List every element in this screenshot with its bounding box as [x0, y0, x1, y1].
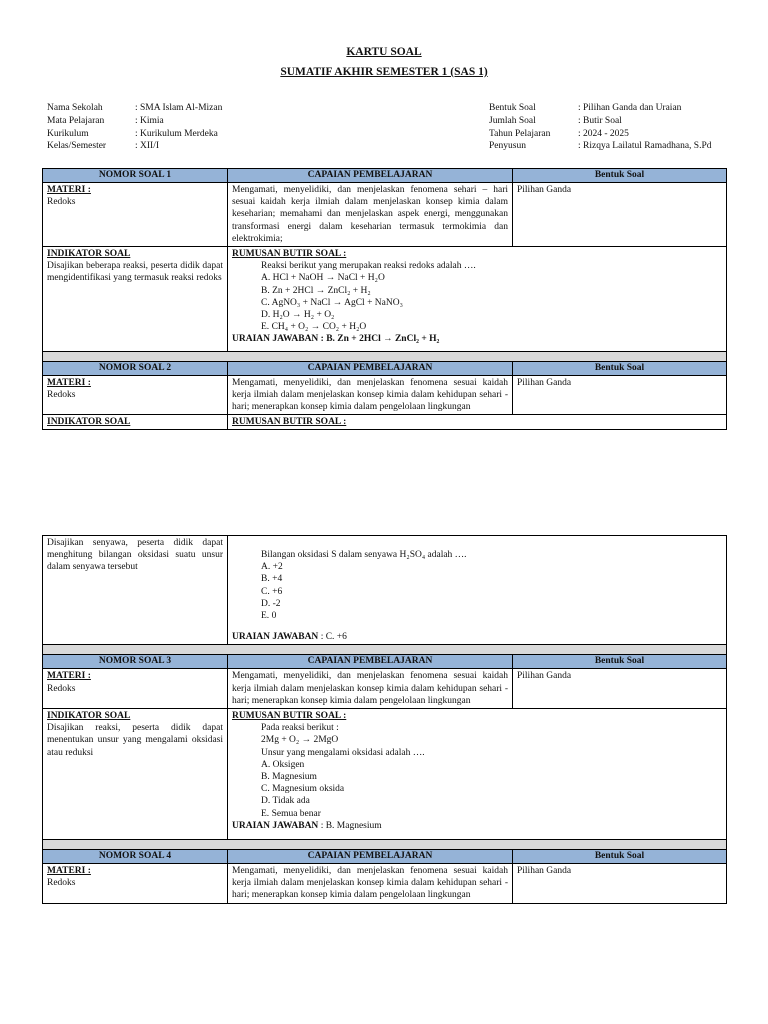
- soal1-materi: Redoks: [47, 197, 76, 208]
- soal1-number: NOMOR SOAL 1: [43, 169, 228, 183]
- option-b: B. Zn + 2HCl → ZnCl₂ + H₂: [261, 285, 371, 296]
- question-table-page1: [42, 168, 727, 430]
- option-c: C. +6: [261, 586, 283, 597]
- soal2-capaian-header: CAPAIAN PEMBELAJARAN: [228, 361, 513, 375]
- meta-right: [489, 102, 712, 153]
- meta-row-form: Bentuk Soal : Pilihan Ganda dan Uraian: [489, 103, 682, 113]
- soal2-indikator: Disajikan senyawa, peserta didik dapat menghitung bilangan oksidasi suatu unsur dalam senyawa tersebut: [43, 536, 228, 645]
- soal1-rumusan-cell: [228, 247, 727, 352]
- soal3-capaian: Mengamati, menyelidiki, dan menjelaskan fenomena sesuai kaidah kerja ilmiah dalam menjelaskan konsep kimia dalam kehidupan sehari - hari; menerapkan konsep kimia dalam pengelolaan lingkungan: [228, 669, 513, 709]
- soal2-materi: Redoks: [47, 389, 76, 400]
- materi-label: MATERI :: [47, 671, 91, 682]
- soal3-jawaban: URAIAN JAWABAN : B. Magnesium: [232, 820, 382, 831]
- soal3-rumusan-cell: [228, 709, 727, 840]
- document-subtitle: SUMATIF AKHIR SEMESTER 1 (SAS 1): [280, 66, 488, 78]
- document-title: KARTU SOAL: [346, 46, 422, 58]
- soal3-content-row: [43, 709, 727, 840]
- option-e: E. 0: [261, 611, 277, 622]
- soal2-rumusan-cell: [228, 536, 727, 645]
- soal3-options: [232, 759, 722, 820]
- soal2-materi-cell: [43, 375, 228, 415]
- soal3-indikator: Disajikan reaksi, peserta didik dapat menentukan unsur yang mengalami oksidasi atau reduksi: [47, 723, 223, 758]
- meta-row-school: Nama Sekolah : SMA Islam Al-Mizan: [47, 103, 223, 113]
- soal1-bentuk: Pilihan Ganda: [513, 183, 727, 247]
- spacer-row: [43, 645, 727, 655]
- option-a: A. Oksigen: [261, 759, 305, 770]
- spacer-row: [43, 351, 727, 361]
- soal2-bentuk: Pilihan Ganda: [513, 375, 727, 415]
- soal3-stem-intro: Pada reaksi berikut :: [261, 723, 339, 734]
- indikator-label: INDIKATOR SOAL: [47, 711, 131, 722]
- indikator-label: INDIKATOR SOAL: [47, 249, 131, 260]
- meta-row-subject: Mata Pelajaran : Kimia: [47, 115, 164, 126]
- soal3-materi-row: [43, 669, 727, 709]
- materi-label: MATERI :: [47, 185, 91, 195]
- soal1-materi-cell: [43, 183, 228, 247]
- soal3-number: NOMOR SOAL 3: [43, 655, 228, 669]
- soal3-header-row: [43, 655, 727, 669]
- soal4-materi-row: [43, 864, 727, 904]
- option-b: B. +4: [261, 574, 283, 585]
- soal3-equation: 2Mg + O₂ → 2MgO: [261, 735, 339, 746]
- option-d: D. Tidak ada: [261, 796, 310, 807]
- soal3-stem-question: Unsur yang mengalami oksidasi adalah ….: [261, 747, 425, 758]
- soal4-bentuk-header: Bentuk Soal: [513, 850, 727, 864]
- soal3-materi-cell: [43, 669, 228, 709]
- soal3-indikator-cell: [43, 709, 228, 840]
- soal2-label-row: [43, 415, 727, 430]
- rumusan-label: RUMUSAN BUTIR SOAL :: [232, 417, 347, 428]
- soal3-bentuk: Pilihan Ganda: [513, 669, 727, 709]
- meta-row-count: Jumlah Soal : Butir Soal: [489, 115, 622, 126]
- option-d: D. -2: [261, 598, 281, 609]
- question-table-page2: [42, 535, 727, 904]
- soal1-bentuk-header: Bentuk Soal: [513, 169, 727, 183]
- rumusan-label: RUMUSAN BUTIR SOAL :: [232, 711, 347, 722]
- soal4-bentuk: Pilihan Ganda: [513, 864, 727, 904]
- meta-row-year: Tahun Pelajaran : 2024 - 2025: [489, 128, 629, 139]
- soal1-content-row: [43, 247, 727, 352]
- soal1-jawaban: URAIAN JAWABAN : B. Zn + 2HCl → ZnCl₂ + H₂: [232, 334, 440, 345]
- soal3-capaian-header: CAPAIAN PEMBELAJARAN: [228, 655, 513, 669]
- option-e: E. Semua benar: [261, 808, 321, 819]
- meta-left: [47, 102, 222, 153]
- soal4-header-row: [43, 850, 727, 864]
- soal1-header-row: [43, 169, 727, 183]
- soal4-capaian: Mengamati, menyelidiki, dan menjelaskan fenomena sesuai kaidah kerja ilmiah dalam menjelaskan konsep kimia dalam kehidupan sehari - hari; menerapkan konsep kimia dalam pengelolaan lingkungan: [228, 864, 513, 904]
- soal2-materi-row: [43, 375, 727, 415]
- soal1-capaian-header: CAPAIAN PEMBELAJARAN: [228, 169, 513, 183]
- meta-row-author: Penyusun : Rizqya Lailatul Ramadhana, S.Pd: [489, 141, 712, 152]
- soal2-jawaban: URAIAN JAWABAN : C. +6: [232, 632, 347, 643]
- soal2-rumusan-label-cell: [228, 415, 727, 430]
- soal2-options: [232, 561, 722, 622]
- soal2-stem: Bilangan oksidasi S dalam senyawa H₂SO₄ adalah ….: [261, 550, 467, 560]
- option-d: D. H₂O → H₂ + O₂: [261, 310, 335, 321]
- option-e: E. CH₄ + O₂ → CO₂ + H₂O: [261, 322, 367, 333]
- indikator-label: INDIKATOR SOAL: [47, 417, 131, 428]
- soal4-number: NOMOR SOAL 4: [43, 850, 228, 864]
- soal1-options: [232, 272, 722, 333]
- meta-row-class: Kelas/Semester : XII/I: [47, 141, 160, 152]
- option-b: B. Magnesium: [261, 772, 317, 783]
- option-a: A. HCl + NaOH → NaCl + H₂O: [261, 273, 385, 284]
- meta-row-curriculum: Kurikulum : Kurikulum Merdeka: [47, 128, 218, 139]
- soal1-indikator-cell: [43, 247, 228, 352]
- soal2-bentuk-header: Bentuk Soal: [513, 361, 727, 375]
- rumusan-label: RUMUSAN BUTIR SOAL :: [232, 249, 347, 260]
- soal1-materi-row: [43, 183, 727, 247]
- soal2-content-row: [43, 536, 727, 645]
- materi-label: MATERI :: [47, 377, 91, 388]
- soal1-stem: Reaksi berikut yang merupakan reaksi redoks adalah ….: [261, 261, 476, 272]
- option-c: C. AgNO₃ + NaCl → AgCl + NaNO₃: [261, 297, 403, 308]
- soal4-materi-cell: [43, 864, 228, 904]
- soal3-materi: Redoks: [47, 683, 76, 694]
- soal2-number: NOMOR SOAL 2: [43, 361, 228, 375]
- spacer-row: [43, 840, 727, 850]
- soal2-header-row: [43, 361, 727, 375]
- soal1-indikator: Disajikan beberapa reaksi, peserta didik dapat mengidentifikasi yang termasuk reaksi redoks: [47, 261, 223, 284]
- option-a: A. +2: [261, 562, 283, 573]
- materi-label: MATERI :: [47, 866, 91, 877]
- option-c: C. Magnesium oksida: [261, 784, 345, 795]
- soal2-indikator-label-cell: [43, 415, 228, 430]
- soal4-materi: Redoks: [47, 878, 76, 889]
- soal2-capaian: Mengamati, menyelidiki, dan menjelaskan fenomena sesuai kaidah kerja ilmiah dalam menjelaskan konsep kimia dalam kehidupan sehari - hari; menerapkan konsep kimia dalam pengelolaan lingkungan: [228, 375, 513, 415]
- soal3-bentuk-header: Bentuk Soal: [513, 655, 727, 669]
- soal4-capaian-header: CAPAIAN PEMBELAJARAN: [228, 850, 513, 864]
- soal1-capaian: Mengamati, menyelidiki, dan menjelaskan fenomena sehari – hari sesuai kaidah kerja ilmiah dalam menjelaskan konsep kimia dalam keseharian; memahami dan menjelaskan aspek energi, menggunakan transformasi energi dalam keseharian termasuk termokimia dan elektrokimia;: [228, 183, 513, 247]
